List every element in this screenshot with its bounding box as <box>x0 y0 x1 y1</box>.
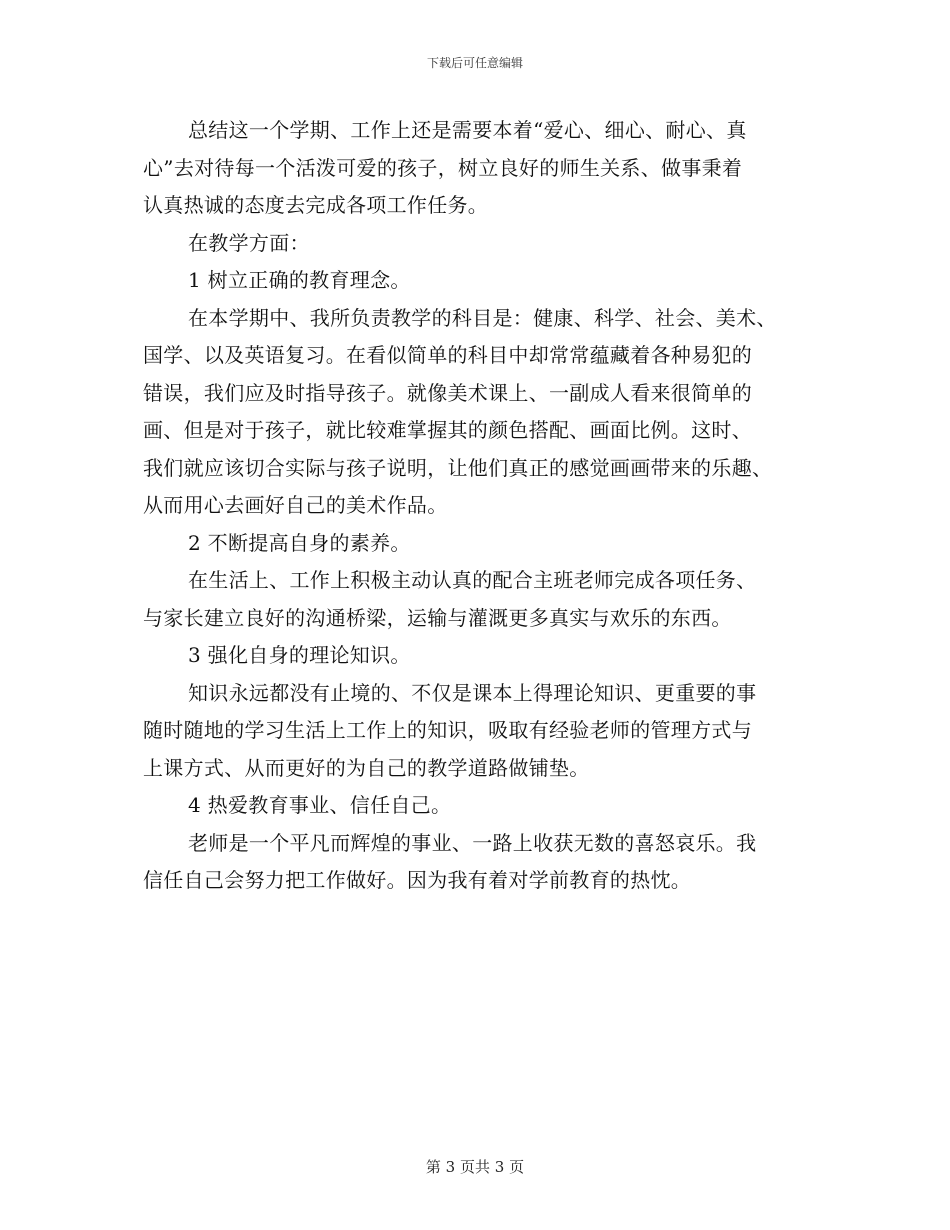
paragraph-line: 信任自己会努力把工作做好。因为我有着对学前教育的热忱。 <box>143 868 692 892</box>
numbered-heading: 2 不断提高自身的素养。 <box>188 530 411 555</box>
paragraph-line: 画、但是对于孩子，就比较难掌握其的颜色搭配、画面比例。这时、 <box>143 418 752 442</box>
paragraph-line: 错误，我们应及时指导孩子。就像美术课上、一副成人看来很简单的 <box>143 380 752 405</box>
section-heading: 在教学方面： <box>188 230 310 255</box>
paragraph-line: 国学、以及英语复习。在看似简单的科目中却常常蕴藏着各种易犯的 <box>143 343 752 367</box>
document-body <box>143 112 808 900</box>
page-header: 下载后可任意编辑 <box>426 56 523 70</box>
paragraph-line: 总结这一个学期、工作上还是需要本着“爱心、细心、耐心、真 <box>188 118 747 142</box>
paragraph-line: 认真热诚的态度去完成各项工作任务。 <box>143 193 489 217</box>
paragraph-line: 心”去对待每一个活泼可爱的孩子，树立良好的师生关系、做事秉着 <box>143 155 743 180</box>
paragraph-line: 我们就应该切合实际与孩子说明，让他们真正的感觉画画带来的乐趣、 <box>143 455 773 480</box>
numbered-heading: 4 热爱教育事业、信任自己。 <box>188 793 452 817</box>
paragraph-line: 上课方式、从而更好的为自己的教学道路做铺垫。 <box>143 755 590 780</box>
numbered-heading: 3 强化自身的理论知识。 <box>188 643 411 667</box>
numbered-heading: 1 树立正确的教育理念。 <box>188 268 411 292</box>
page-number: 第 3 页共 3 页 <box>425 1158 525 1176</box>
paragraph-line: 在生活上、工作上积极主动认真的配合主班老师完成各项任务、 <box>188 568 757 592</box>
paragraph-line: 在本学期中、我所负责教学的科目是：健康、科学、社会、美术、 <box>188 305 777 330</box>
paragraph-line: 与家长建立良好的沟通桥梁，运输与灌溉更多真实与欢乐的东西。 <box>143 605 732 630</box>
paragraph-line: 随时随地的学习生活上工作上的知识，吸取有经验老师的管理方式与 <box>143 718 752 742</box>
paragraph-line: 知识永远都没有止境的、不仅是课本上得理论知识、更重要的事 <box>188 680 757 705</box>
paragraph-line: 老师是一个平凡而辉煌的事业、一路上收获无数的喜怒哀乐。我 <box>188 830 757 855</box>
paragraph-line: 从而用心去画好自己的美术作品。 <box>143 493 448 517</box>
